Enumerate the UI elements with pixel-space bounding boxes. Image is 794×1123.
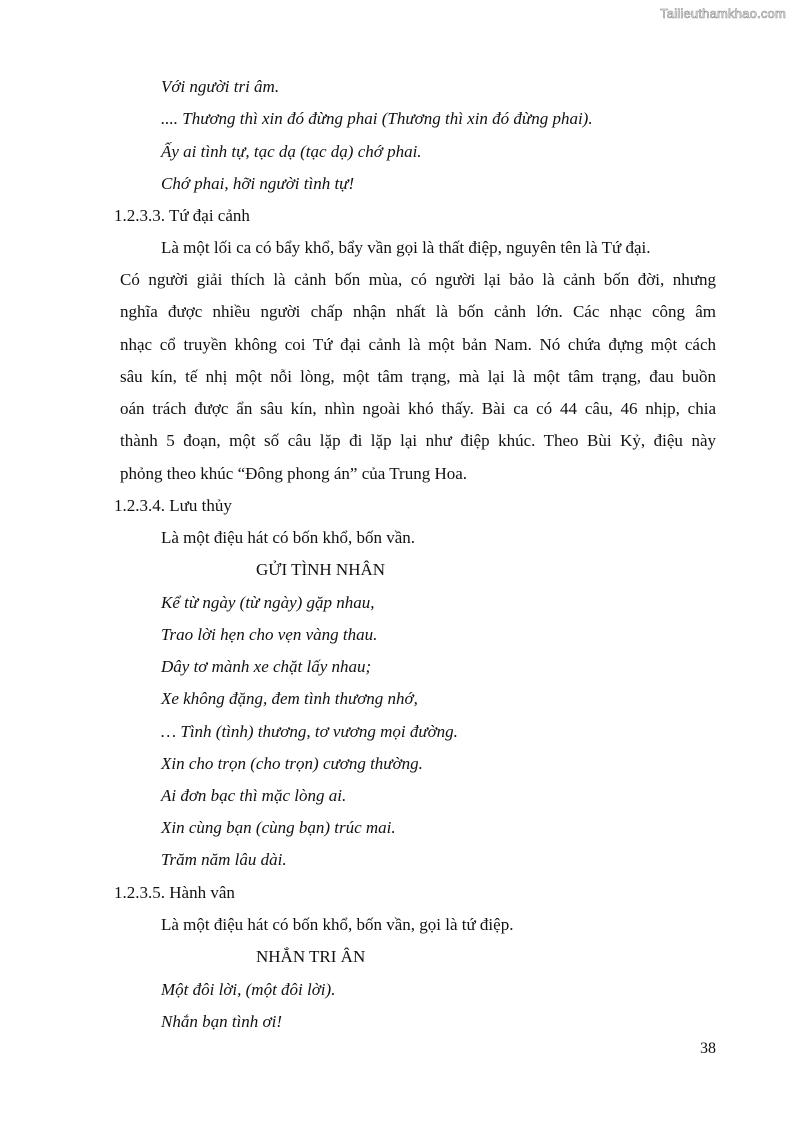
verse-line: Nhắn bạn tình ơi! xyxy=(161,1012,282,1031)
verse-line: .... Thương thì xin đó đừng phai (Thương thì xin đó đừng phai). xyxy=(161,109,593,128)
verse-line: Ai đơn bạc thì mặc lòng ai. xyxy=(161,786,347,805)
section-intro: Là một điệu hát có bốn khổ, bốn vần, gọi là tứ điệp. xyxy=(161,915,514,934)
paragraph-line: nghĩa được nhiều người chấp nhận nhất là bốn cảnh lớn. Các nhạc công âm xyxy=(120,302,716,321)
verse-line: Trăm năm lâu dài. xyxy=(161,850,287,869)
verse-line: Xin cùng bạn (cùng bạn) trúc mai. xyxy=(161,818,396,837)
song-title: NHẮN TRI ÂN xyxy=(256,947,366,966)
verse-line: Dây tơ mành xe chặt lấy nhau; xyxy=(161,657,372,676)
song-title: GỬI TÌNH NHÂN xyxy=(256,560,386,579)
verse-line: Ấy ai tình tự, tạc dạ (tạc dạ) chớ phai. xyxy=(161,142,422,161)
paragraph-line: sâu kín, tế nhị một nỗi lòng, một tâm trạng, mà lại là một tâm trạng, đau buồn xyxy=(120,367,716,386)
verse-line: Xe không đặng, đem tình thương nhớ, xyxy=(161,689,418,708)
paragraph-first-line: Là một lối ca có bẩy khổ, bẩy vần gọi là thất điệp, nguyên tên là Tứ đại. xyxy=(161,238,651,257)
page-number: 38 xyxy=(700,1040,716,1057)
section-heading: 1.2.3.4. Lưu thủy xyxy=(114,496,232,515)
verse-line: Kể từ ngày (từ ngày) gặp nhau, xyxy=(161,593,375,612)
paragraph-last-line: phỏng theo khúc “Đông phong án” của Trung Hoa. xyxy=(120,464,468,483)
verse-line: Trao lời hẹn cho vẹn vàng thau. xyxy=(161,625,378,644)
section-intro: Là một điệu hát có bốn khổ, bốn vần. xyxy=(161,528,416,547)
verse-line: Một đôi lời, (một đôi lời). xyxy=(161,980,336,999)
paragraph-line: Có người giải thích là cảnh bốn mùa, có người lại bảo là cảnh bốn đời, nhưng xyxy=(120,270,716,289)
section-heading: 1.2.3.3. Tứ đại cảnh xyxy=(114,206,250,225)
paragraph-line: thành 5 đoạn, một số câu lặp đi lặp lại như điệp khúc. Theo Bùi Kỷ, điệu này xyxy=(120,431,716,450)
paragraph-line: oán trách được ẩn sâu kín, nhìn ngoài khó thấy. Bài ca có 44 câu, 46 nhịp, chia xyxy=(120,399,716,418)
section-heading: 1.2.3.5. Hành vân xyxy=(114,883,235,902)
verse-line: Với người tri âm. xyxy=(161,77,280,96)
watermark: Tailieuthamkhao.com xyxy=(660,6,786,21)
verse-line: Chớ phai, hỡi người tình tự! xyxy=(161,174,355,193)
verse-line: Xin cho trọn (cho trọn) cương thường. xyxy=(161,754,423,773)
paragraph-line: nhạc cổ truyền không coi Tứ đại cảnh là một bản Nam. Nó chứa đựng một cách xyxy=(120,335,716,354)
verse-line: … Tình (tình) thương, tơ vương mọi đường. xyxy=(161,722,458,741)
